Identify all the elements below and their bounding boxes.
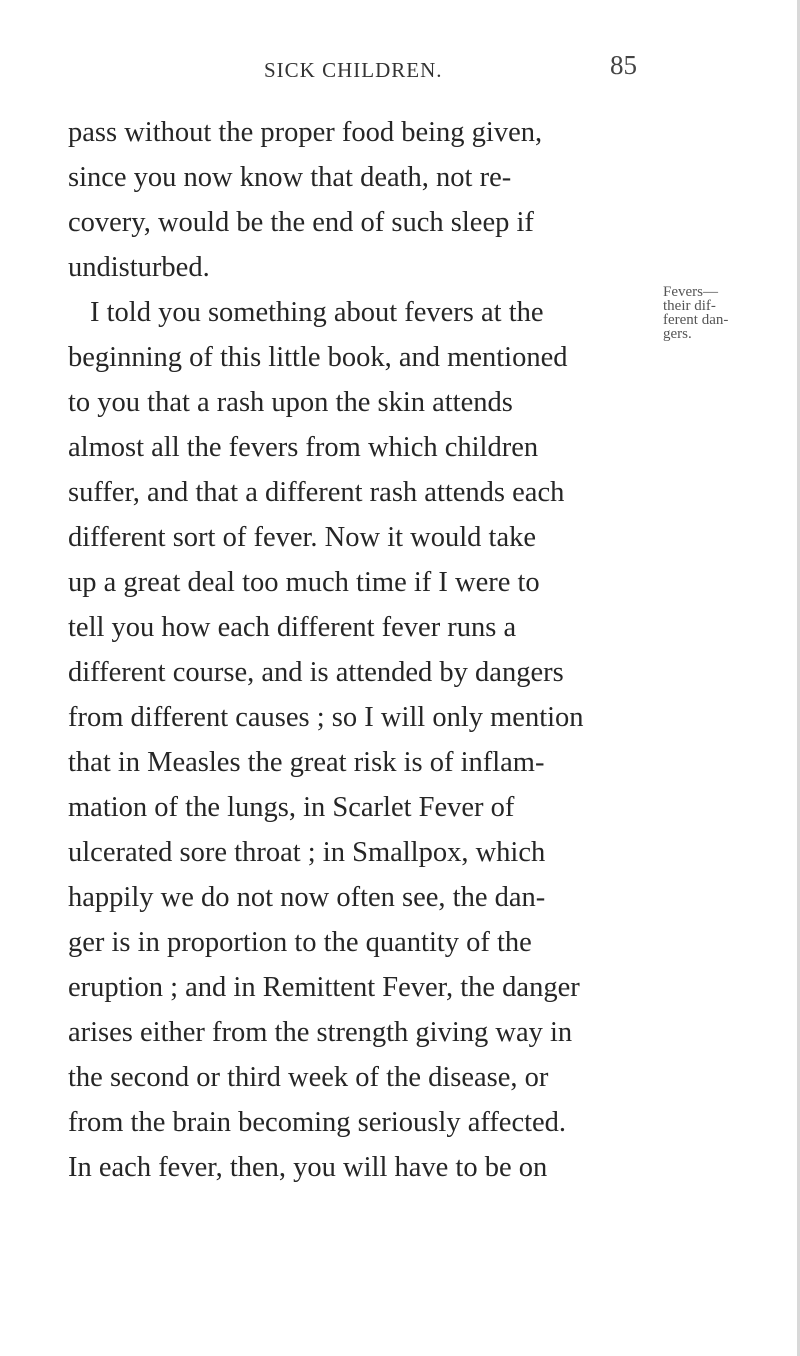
margin-note-line: gers. xyxy=(663,326,692,342)
text-line: up a great deal too much time if I were to xyxy=(68,567,540,598)
margin-note-line: Fevers— xyxy=(663,284,718,300)
text-line: beginning of this little book, and mentioned xyxy=(68,342,568,373)
text-line: happily we do not now often see, the dan- xyxy=(68,882,546,913)
text-line: eruption ; and in Remittent Fever, the danger xyxy=(68,972,580,1003)
text-line: different sort of fever. Now it would take xyxy=(68,522,537,553)
text-line: ulcerated sore throat ; in Smallpox, which xyxy=(68,837,546,868)
page-number: 85 xyxy=(610,50,637,80)
text-line: undisturbed. xyxy=(68,252,210,283)
text-line: from different causes ; so I will only mention xyxy=(68,702,584,733)
text-line: arises either from the strength giving way in xyxy=(68,1017,573,1048)
text-line: covery, would be the end of such sleep if xyxy=(68,207,534,238)
text-line: from the brain becoming seriously affected. xyxy=(68,1107,567,1138)
margin-note xyxy=(663,285,793,341)
text-line: ger is in proportion to the quantity of the xyxy=(68,927,532,958)
text-line: mation of the lungs, in Scarlet Fever of xyxy=(68,792,515,823)
text-line: to you that a rash upon the skin attends xyxy=(68,387,513,418)
margin-note-line: their dif- xyxy=(663,298,716,314)
text-line: since you now know that death, not re- xyxy=(68,162,512,193)
text-line: In each fever, then, you will have to be on xyxy=(68,1152,548,1183)
margin-note-line: ferent dan- xyxy=(663,312,729,328)
text-line: tell you how each different fever runs a xyxy=(68,612,517,643)
text-line: almost all the fevers from which children xyxy=(68,432,539,463)
text-line: different course, and is attended by dangers xyxy=(68,657,564,688)
text-line: that in Measles the great risk is of inflam- xyxy=(68,747,545,778)
text-line: pass without the proper food being given, xyxy=(68,117,543,148)
body-text xyxy=(68,110,658,1190)
paragraph-start-line: I told you something about fevers at the xyxy=(90,297,544,328)
text-line: suffer, and that a different rash attends each xyxy=(68,477,565,508)
running-head: SICK CHILDREN. xyxy=(264,58,443,82)
text-line: the second or third week of the disease, or xyxy=(68,1062,549,1093)
